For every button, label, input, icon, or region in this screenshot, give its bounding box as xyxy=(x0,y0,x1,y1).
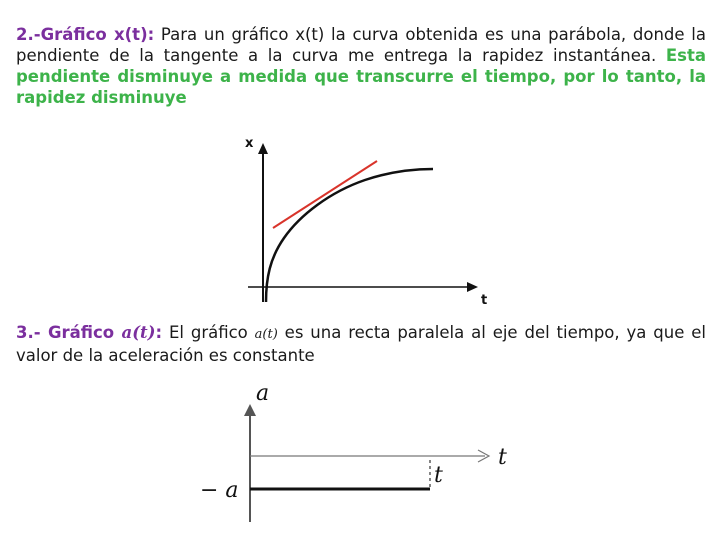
section-3-body-pre: El gráfico xyxy=(162,323,255,342)
section-2-highlight: Esta pendiente disminuye a medida que transcurre el tiempo, por lo tanto, la rapidez disminuye xyxy=(16,46,706,107)
section-3-body-post: es una recta paralela al eje del tiempo, ya que el valor de la aceleración es constante xyxy=(16,323,706,365)
section-2-body: Para un gráfico x(t) la curva obtenida es una parábola, donde la pendiente de la tangente a la curva me entrega la rapidez instantánea. xyxy=(16,25,706,65)
xt-y-axis-arrow xyxy=(258,143,268,154)
at-time-marker-label: t xyxy=(434,463,443,488)
section-2-heading: 2.-Gráfico x(t): xyxy=(16,25,155,44)
xt-y-axis-label: x xyxy=(245,136,254,151)
section-3-body-math: a(t) xyxy=(254,327,278,342)
xt-x-axis-arrow xyxy=(467,282,478,292)
at-y-axis-arrow xyxy=(244,404,256,416)
section-3-heading-colon: : xyxy=(155,323,163,342)
at-y-axis-label: a xyxy=(256,381,270,406)
section-3-heading: 3.- Gráfico xyxy=(16,323,122,342)
xt-tangent-line xyxy=(273,161,377,228)
section-3-paragraph xyxy=(16,322,706,366)
section-3-heading-math: a(t) xyxy=(121,323,156,342)
at-value-label: − a xyxy=(200,478,239,503)
at-x-axis-label: t xyxy=(498,445,507,470)
xt-curve xyxy=(266,169,433,302)
xt-x-axis-label: t xyxy=(481,293,488,308)
